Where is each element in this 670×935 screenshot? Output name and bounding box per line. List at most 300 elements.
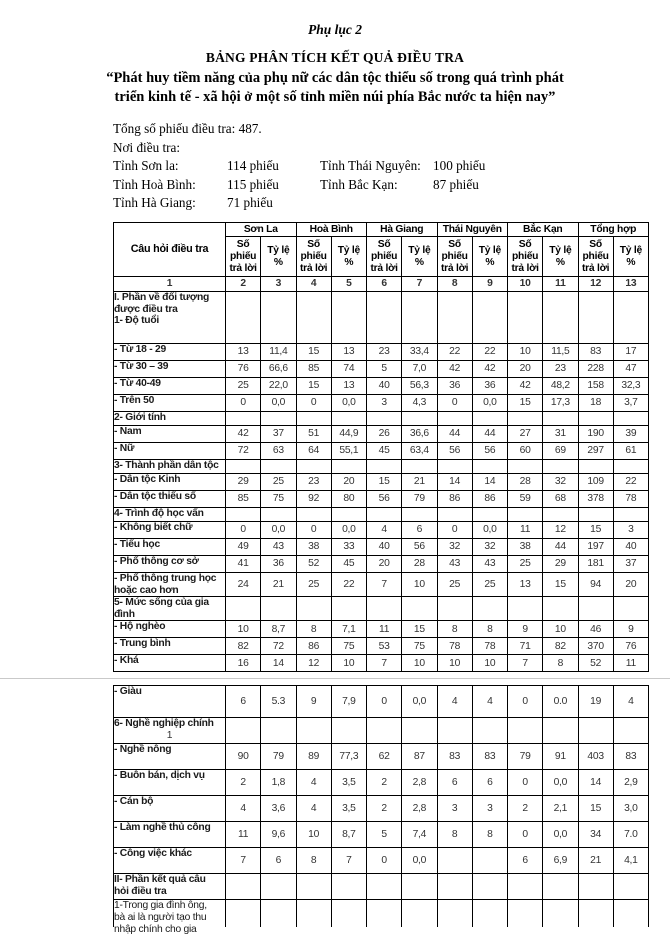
value-cell [508,900,543,928]
value-cell: 52 [296,555,331,572]
value-cell: 82 [226,638,261,655]
value-cell: 0 [437,521,472,538]
row-label-cell [114,490,226,507]
value-cell: 3 [437,796,472,822]
location-row [113,176,670,194]
value-cell: 0 [367,848,402,874]
value-cell [472,411,507,425]
value-cell: 68 [543,490,578,507]
rate-subheader: Tỷ lệ % [543,237,578,277]
value-cell: 11,4 [261,343,296,360]
row-label-cell [114,874,226,900]
value-cell: 3,5 [331,796,366,822]
value-cell: 297 [578,442,613,459]
value-cell: 8 [472,621,507,638]
value-cell: 43 [472,555,507,572]
value-cell: 4 [226,796,261,822]
value-cell: 0 [508,822,543,848]
value-cell [508,507,543,521]
value-cell [261,507,296,521]
value-cell: 22,0 [261,377,296,394]
value-cell: 7,4 [402,822,437,848]
count-subheader: Số phiếu trả lời [578,237,613,277]
value-cell [578,459,613,473]
row-label-cell [114,848,226,874]
value-cell: 22 [437,343,472,360]
value-cell: 109 [578,473,613,490]
value-cell: 0,0 [331,521,366,538]
value-cell [437,459,472,473]
column-number: 6 [367,277,402,292]
value-cell: 6 [226,686,261,718]
value-cell: 8 [437,621,472,638]
value-cell: 42 [226,425,261,442]
row-label-line: - Cán bộ [114,796,154,808]
row-label-cell [114,360,226,377]
value-cell: 40 [367,377,402,394]
value-cell [331,597,366,621]
value-cell: 53 [367,638,402,655]
column-number: 3 [261,277,296,292]
value-cell: 74 [331,360,366,377]
value-cell: 3 [367,394,402,411]
value-cell [472,848,507,874]
value-cell [508,411,543,425]
value-cell: 7 [508,655,543,672]
results-table-page2-mount [0,685,670,935]
table-row [114,848,649,874]
column-number: 13 [613,277,648,292]
loc-left-value: 114 phiếu [227,158,279,174]
value-cell: 0 [367,686,402,718]
value-cell [226,718,261,744]
row-label-cell [114,655,226,672]
value-cell: 75 [402,638,437,655]
value-cell: 25 [226,377,261,394]
row-label-line: - Trên 50 [114,394,155,406]
value-cell: 3,5 [331,770,366,796]
value-cell: 7 [367,655,402,672]
row-label-line: hoặc cao hơn [114,584,179,596]
value-cell: 27 [508,425,543,442]
value-cell: 48,2 [543,377,578,394]
value-cell [508,291,543,343]
value-cell [296,411,331,425]
value-cell [261,459,296,473]
location-label: Nơi điều tra: [113,139,181,155]
value-cell: 8 [543,655,578,672]
value-cell [472,459,507,473]
row-label-cell [114,900,226,935]
appendix-label: Phụ lục 2 [307,22,362,37]
table-row [114,744,649,770]
value-cell: 13 [226,343,261,360]
value-cell: 79 [508,744,543,770]
value-cell: 10 [508,343,543,360]
value-cell: 42 [437,360,472,377]
value-cell: 25 [437,572,472,596]
value-cell: 83 [472,744,507,770]
value-cell [472,718,507,744]
row-label-cell [114,621,226,638]
count-subheader: Số phiếu trả lời [508,237,543,277]
row-label-line: II- Phần kết quả câu [114,874,206,886]
value-cell [296,874,331,900]
value-cell: 45 [331,555,366,572]
value-cell [472,597,507,621]
value-cell [437,848,472,874]
table-row [114,473,649,490]
value-cell: 378 [578,490,613,507]
value-cell: 42 [472,360,507,377]
table-row [114,521,649,538]
value-cell [437,874,472,900]
table-row [114,770,649,796]
value-cell: 56 [472,442,507,459]
loc-right-label: Tỉnh Bắc Kạn: [320,176,398,192]
value-cell: 33 [331,538,366,555]
value-cell: 44 [472,425,507,442]
value-cell [261,411,296,425]
value-cell: 0 [226,394,261,411]
value-cell [367,459,402,473]
value-cell: 0,0 [402,686,437,718]
value-cell: 36 [261,555,296,572]
province-group-header: Sơn La [226,222,297,237]
value-cell: 80 [331,490,366,507]
value-cell [613,459,648,473]
value-cell: 7,1 [331,621,366,638]
value-cell: 7,9 [331,686,366,718]
value-cell: 44 [543,538,578,555]
column-number: 9 [472,277,507,292]
value-cell [613,507,648,521]
value-cell: 6 [508,848,543,874]
loc-right-label: Tỉnh Thái Nguyên: [320,158,421,174]
province-group-header: Bắc Kạn [508,222,579,237]
value-cell: 78 [437,638,472,655]
value-cell: 19 [578,686,613,718]
value-cell: 14 [437,473,472,490]
row-label-line: - Dân tộc thiểu số [114,490,196,502]
row-label-line: 1-Trong gia đình ông, [114,900,207,912]
value-cell: 3,0 [613,796,648,822]
value-cell: 10 [402,655,437,672]
value-cell: 26 [367,425,402,442]
value-cell: 12 [296,655,331,672]
value-cell: 40 [367,538,402,555]
value-cell: 11 [508,521,543,538]
value-cell [296,291,331,343]
value-cell [472,507,507,521]
value-cell: 79 [261,744,296,770]
value-cell [331,411,366,425]
count-subheader: Số phiếu trả lời [226,237,261,277]
value-cell: 3 [613,521,648,538]
row-label-line: - Làm nghề thủ công [114,822,211,834]
value-cell: 92 [296,490,331,507]
table-row [114,377,649,394]
value-cell: 0.0 [543,686,578,718]
table-row [114,718,649,744]
table-row [114,555,649,572]
value-cell: 2 [226,770,261,796]
value-cell: 13 [331,377,366,394]
value-cell [472,900,507,928]
location-row [113,157,670,175]
value-cell [296,900,331,928]
rate-subheader: Tỷ lệ % [261,237,296,277]
value-cell [508,459,543,473]
value-cell: 20 [367,555,402,572]
value-cell [543,718,578,744]
value-cell: 15 [402,621,437,638]
value-cell: 15 [543,572,578,596]
value-cell: 33,4 [402,343,437,360]
row-label-cell [114,597,226,621]
value-cell: 0,0 [331,394,366,411]
subtitle-line-1: “Phát huy tiềm năng của phụ nữ các dân tộc thiểu số trong quá trình phát [106,70,564,86]
value-cell: 60 [508,442,543,459]
value-cell: 190 [578,425,613,442]
value-cell: 56 [402,538,437,555]
row-label-line: - Dân tộc Kinh [114,473,181,485]
row-label-line: - Buôn bán, dịch vụ [114,770,205,782]
table-row [114,411,649,425]
table-row [114,490,649,507]
value-cell: 6 [261,848,296,874]
value-cell: 15 [367,473,402,490]
value-cell: 91 [543,744,578,770]
value-cell [437,411,472,425]
value-cell: 6 [472,770,507,796]
loc-left-label: Tỉnh Hoà Bình: [113,176,196,192]
value-cell: 86 [472,490,507,507]
value-cell [578,507,613,521]
value-cell: 25 [296,572,331,596]
rate-subheader: Tỷ lệ % [472,237,507,277]
value-cell: 2 [367,796,402,822]
value-cell: 36 [437,377,472,394]
value-cell [261,718,296,744]
value-cell: 15 [578,796,613,822]
value-cell: 43 [261,538,296,555]
value-cell: 9 [613,621,648,638]
column-number: 12 [578,277,613,292]
value-cell: 10 [296,822,331,848]
value-cell [226,459,261,473]
value-cell [367,507,402,521]
value-cell [296,459,331,473]
row-label-cell [114,507,226,521]
value-cell: 62 [367,744,402,770]
value-cell: 0,0 [472,521,507,538]
row-label-line: - Hộ nghèo [114,621,166,633]
value-cell: 0,0 [402,848,437,874]
value-cell: 59 [508,490,543,507]
value-cell [226,597,261,621]
value-cell: 9 [508,621,543,638]
row-label-line: 4- Trình độ học vấn [114,507,204,519]
value-cell: 0 [508,770,543,796]
value-cell: 5 [367,360,402,377]
value-cell: 0,0 [261,521,296,538]
page-title: BẢNG PHÂN TÍCH KẾT QUẢ ĐIỀU TRA [205,50,465,65]
table-row [114,638,649,655]
value-cell: 4,3 [402,394,437,411]
value-cell: 7,0 [402,360,437,377]
table-row [114,572,649,596]
value-cell: 82 [543,638,578,655]
value-cell: 38 [296,538,331,555]
value-cell: 13 [508,572,543,596]
value-cell [437,900,472,928]
value-cell: 28 [402,555,437,572]
value-cell [508,874,543,900]
value-cell: 10 [226,621,261,638]
value-cell: 45 [367,442,402,459]
value-cell: 8,7 [331,822,366,848]
row-label-cell [114,521,226,538]
value-cell: 8 [296,621,331,638]
value-cell [543,874,578,900]
value-cell: 0 [296,521,331,538]
value-cell [613,718,648,744]
loc-right-value: 100 phiếu [433,158,486,174]
value-cell: 83 [613,744,648,770]
value-cell [331,718,366,744]
value-cell: 158 [578,377,613,394]
value-cell: 87 [402,744,437,770]
value-cell: 7 [331,848,366,874]
value-cell [402,900,437,928]
value-cell: 0 [437,394,472,411]
value-cell: 0,0 [543,770,578,796]
value-cell: 78 [613,490,648,507]
value-cell [226,411,261,425]
value-cell [367,597,402,621]
value-cell: 12 [543,521,578,538]
value-cell: 20 [613,572,648,596]
value-cell [508,718,543,744]
value-cell: 0 [508,686,543,718]
value-cell [613,900,648,928]
table-row [114,360,649,377]
column-number: 4 [296,277,331,292]
row-label-cell [114,686,226,718]
row-label-line: 6- Nghề nghiệp chính [114,718,214,730]
count-subheader: Số phiếu trả lời [367,237,402,277]
value-cell: 75 [261,490,296,507]
row-label-line: - Không biết chữ [114,521,193,533]
value-cell [226,900,261,928]
value-cell: 86 [437,490,472,507]
value-cell: 32 [543,473,578,490]
value-cell [402,291,437,343]
value-cell [402,597,437,621]
value-cell: 42 [508,377,543,394]
loc-left-label: Tỉnh Sơn la: [113,158,179,174]
value-cell [508,597,543,621]
value-cell: 2,8 [402,796,437,822]
row-label-line: - Khá [114,655,139,667]
value-cell: 10 [437,655,472,672]
value-cell: 14 [578,770,613,796]
value-cell [472,874,507,900]
value-cell: 69 [543,442,578,459]
document-header [0,0,670,107]
value-cell: 24 [226,572,261,596]
rate-subheader: Tỷ lệ % [613,237,648,277]
value-cell: 14 [472,473,507,490]
value-cell: 11,5 [543,343,578,360]
table-row [114,459,649,473]
value-cell: 7 [226,848,261,874]
value-cell [402,411,437,425]
value-cell: 32 [472,538,507,555]
table-row [114,621,649,638]
row-label-cell [114,744,226,770]
row-label-line: - Phổ thông trung học [114,572,217,584]
value-cell: 23 [367,343,402,360]
value-cell: 8,7 [261,621,296,638]
value-cell: 11 [613,655,648,672]
total-votes-line: Tổng số phiếu điều tra: 487. [113,121,262,137]
value-cell [578,718,613,744]
row-label-line: được điều tra [114,303,178,315]
row-label-cell [114,425,226,442]
column-number: 7 [402,277,437,292]
row-label-line: - Tiểu học [114,538,160,550]
table-row [114,442,649,459]
row-label-line: 2- Giới tính [114,411,166,423]
value-cell: 0,0 [543,822,578,848]
value-cell: 14 [261,655,296,672]
row-label-line: - Từ 18 - 29 [114,343,166,355]
value-cell: 15 [578,521,613,538]
value-cell [402,874,437,900]
value-cell [578,291,613,343]
row-label-cell [114,572,226,596]
survey-info [113,120,670,212]
row-label-cell [114,638,226,655]
value-cell [613,411,648,425]
value-cell: 51 [296,425,331,442]
value-cell: 44,9 [331,425,366,442]
value-cell: 2 [367,770,402,796]
row-label-cell [114,442,226,459]
province-group-header: Hà Giang [367,222,438,237]
value-cell [331,459,366,473]
value-cell: 16 [226,655,261,672]
column-number: 8 [437,277,472,292]
value-cell [367,718,402,744]
value-cell: 3 [472,796,507,822]
value-cell [296,507,331,521]
results-table-page1 [113,222,649,673]
row-label-line: - Từ 30 – 39 [114,360,169,372]
value-cell: 2,1 [543,796,578,822]
value-cell: 38 [508,538,543,555]
row-label-line: nhập chính cho gia [114,923,197,935]
value-cell [437,597,472,621]
row-label-cell [114,377,226,394]
value-cell: 29 [226,473,261,490]
row-label-cell [114,459,226,473]
row-label-cell [114,822,226,848]
column-number: 1 [114,277,226,292]
value-cell: 77,3 [331,744,366,770]
